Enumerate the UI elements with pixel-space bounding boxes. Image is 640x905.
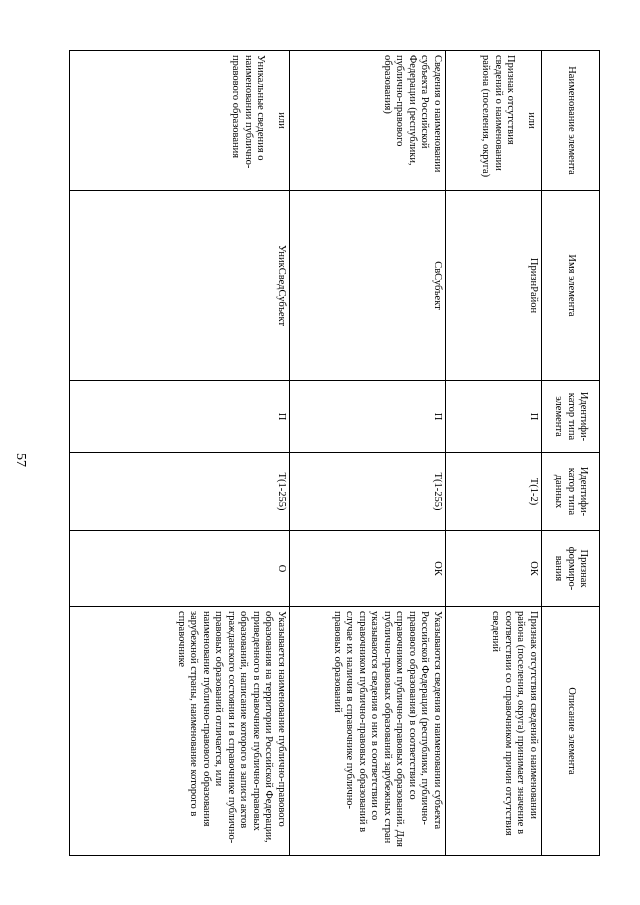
cell-element-name: УникСведСубъект	[70, 191, 290, 381]
or-separator: или	[276, 112, 287, 129]
cell-type-id: П	[70, 381, 290, 453]
or-separator: или	[526, 112, 537, 129]
header-name: Наименование элемента	[542, 51, 600, 191]
cell-name: Сведения о наименовании субъекта Российской Федерации (республики, публично-правового образования)	[290, 51, 446, 191]
table-header-row	[542, 51, 600, 856]
cell-type-id: П	[446, 381, 542, 453]
cell-formation: О	[70, 531, 290, 607]
cell-data-type-id: T(1-255)	[290, 453, 446, 531]
cell-element-name: СвСубъект	[290, 191, 446, 381]
cell-description: Указывается наименование публично-правового образования на территории Российской Федерации, приведенного в справочнике публично-правовых образований, написание которого в записи актов гражданского состояния и в справочнике публично-правовых образований отличается, или наименование публично-правового образования зарубежной страны, наименование которого в справочнике	[70, 607, 290, 856]
cell-name-text: Уникальные сведения о наименовании публично-правового образования	[230, 55, 267, 169]
cell-description: Указываются сведения о наименовании субъекта Российской Федерации (республики, публично-правового образования) в соответствии со справочником публично-правовых образований. Для публично-правовых образований зарубежных стран указываются сведения о них в соответствии со справочником публично-правовых образований в случае их наличия в справочнике публично-правовых образований	[290, 607, 446, 856]
cell-formation: ОК	[446, 531, 542, 607]
cell-name-text: Признак отсутствия сведений о наименовании района (поселения, округа)	[480, 55, 517, 178]
table-row	[290, 51, 446, 856]
header-type-id: Идентифи- катор типа элемента	[542, 381, 600, 453]
header-formation: Признак формиро- вания	[542, 531, 600, 607]
header-data-type-id: Идентифи- катор типа данных	[542, 453, 600, 531]
page-number: 57	[13, 453, 28, 467]
cell-formation: ОК	[290, 531, 446, 607]
cell-description: Признак отсутствия сведений о наименовании района (поселения, округа) принимает значение в соответствии со справочником причин отсутствия сведений	[446, 607, 542, 856]
cell-name	[446, 51, 542, 191]
rotated-page-content	[70, 50, 600, 855]
cell-data-type-id: T(1-2)	[446, 453, 542, 531]
cell-name	[70, 51, 290, 191]
cell-data-type-id: T(1-255)	[70, 453, 290, 531]
table-row	[446, 51, 542, 856]
table-row	[70, 51, 290, 856]
cell-element-name: ПризнРайон	[446, 191, 542, 381]
cell-type-id: П	[290, 381, 446, 453]
elements-table	[69, 50, 600, 856]
header-element-name: Имя элемента	[542, 191, 600, 381]
header-description: Описание элемента	[542, 607, 600, 856]
